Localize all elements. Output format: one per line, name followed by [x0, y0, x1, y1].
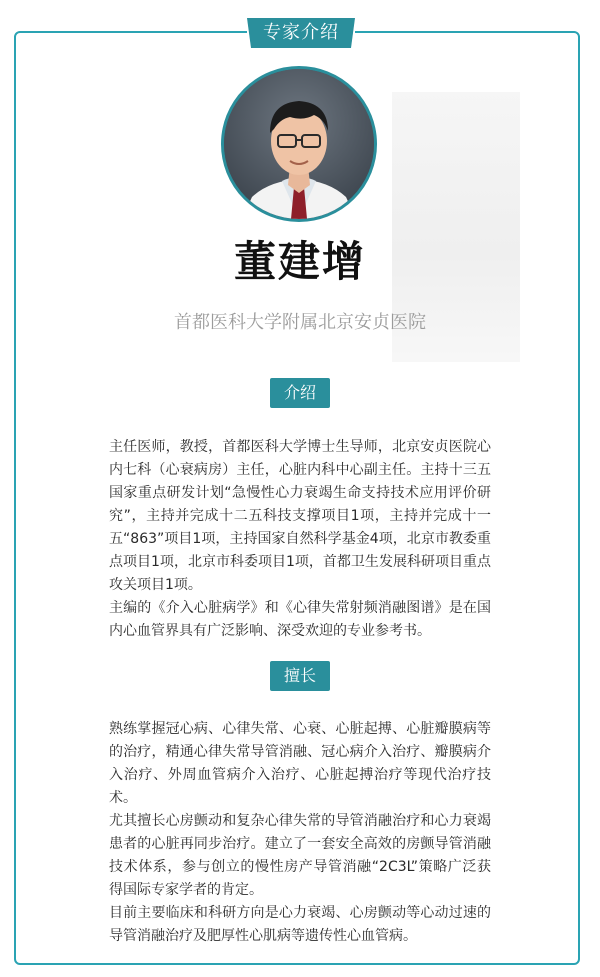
intro-paragraph: 主任医师，教授，首都医科大学博士生导师，北京安贞医院心内七科（心衰病房）主任，心脏内科中心副主任。主持十三五国家重点研发计划“急慢性心力衰竭生命支持技术应用评价研究”，主持并完成十二五科技支撑项目1项，主持并完成十一五“863”项目1项，主持国家自然科学基金4项，北京市教委重点项目1项，北京市科委项目1项，首都卫生发展科研项目重点攻关项目1项。: [109, 439, 491, 593]
header-title: 专家介绍: [251, 18, 351, 48]
skills-paragraph: 目前主要临床和科研方向是心力衰竭、心房颤动等心动过速的导管消融治疗及肥厚性心肌病等遗传性心血管病。: [109, 905, 491, 944]
section-badge-skills: 擅长: [270, 661, 330, 691]
intro-paragraph: 主编的《介入心脏病学》和《心律失常射频消融图谱》是在国内心血管界具有广泛影响、深受欢迎的专业参考书。: [109, 600, 491, 639]
skills-paragraph: 尤其擅长心房颤动和复杂心律失常的导管消融治疗和心力衰竭患者的心脏再同步治疗。建立了一套安全高效的房颤导管消融技术体系，参与创立的慢性房产导管消融“2C3L”策略广泛获得国际专家学者的肯定。: [109, 813, 491, 898]
expert-hospital: 首都医科大学附属北京安贞医院: [174, 312, 426, 333]
section-badge-intro: 介绍: [270, 378, 330, 408]
doctor-portrait-icon: [224, 69, 374, 219]
skills-paragraph: 熟练掌握冠心病、心律失常、心衰、心脏起搏、心脏瓣膜病等的治疗，精通心律失常导管消融、冠心病介入治疗、瓣膜病介入治疗、外周血管病介入治疗、心脏起搏治疗等现代治疗技术。: [109, 721, 491, 806]
header-tab: [247, 18, 355, 48]
header-tab-right-corner: [351, 18, 355, 48]
expert-name: 董建增: [233, 237, 366, 286]
avatar: [221, 66, 377, 222]
